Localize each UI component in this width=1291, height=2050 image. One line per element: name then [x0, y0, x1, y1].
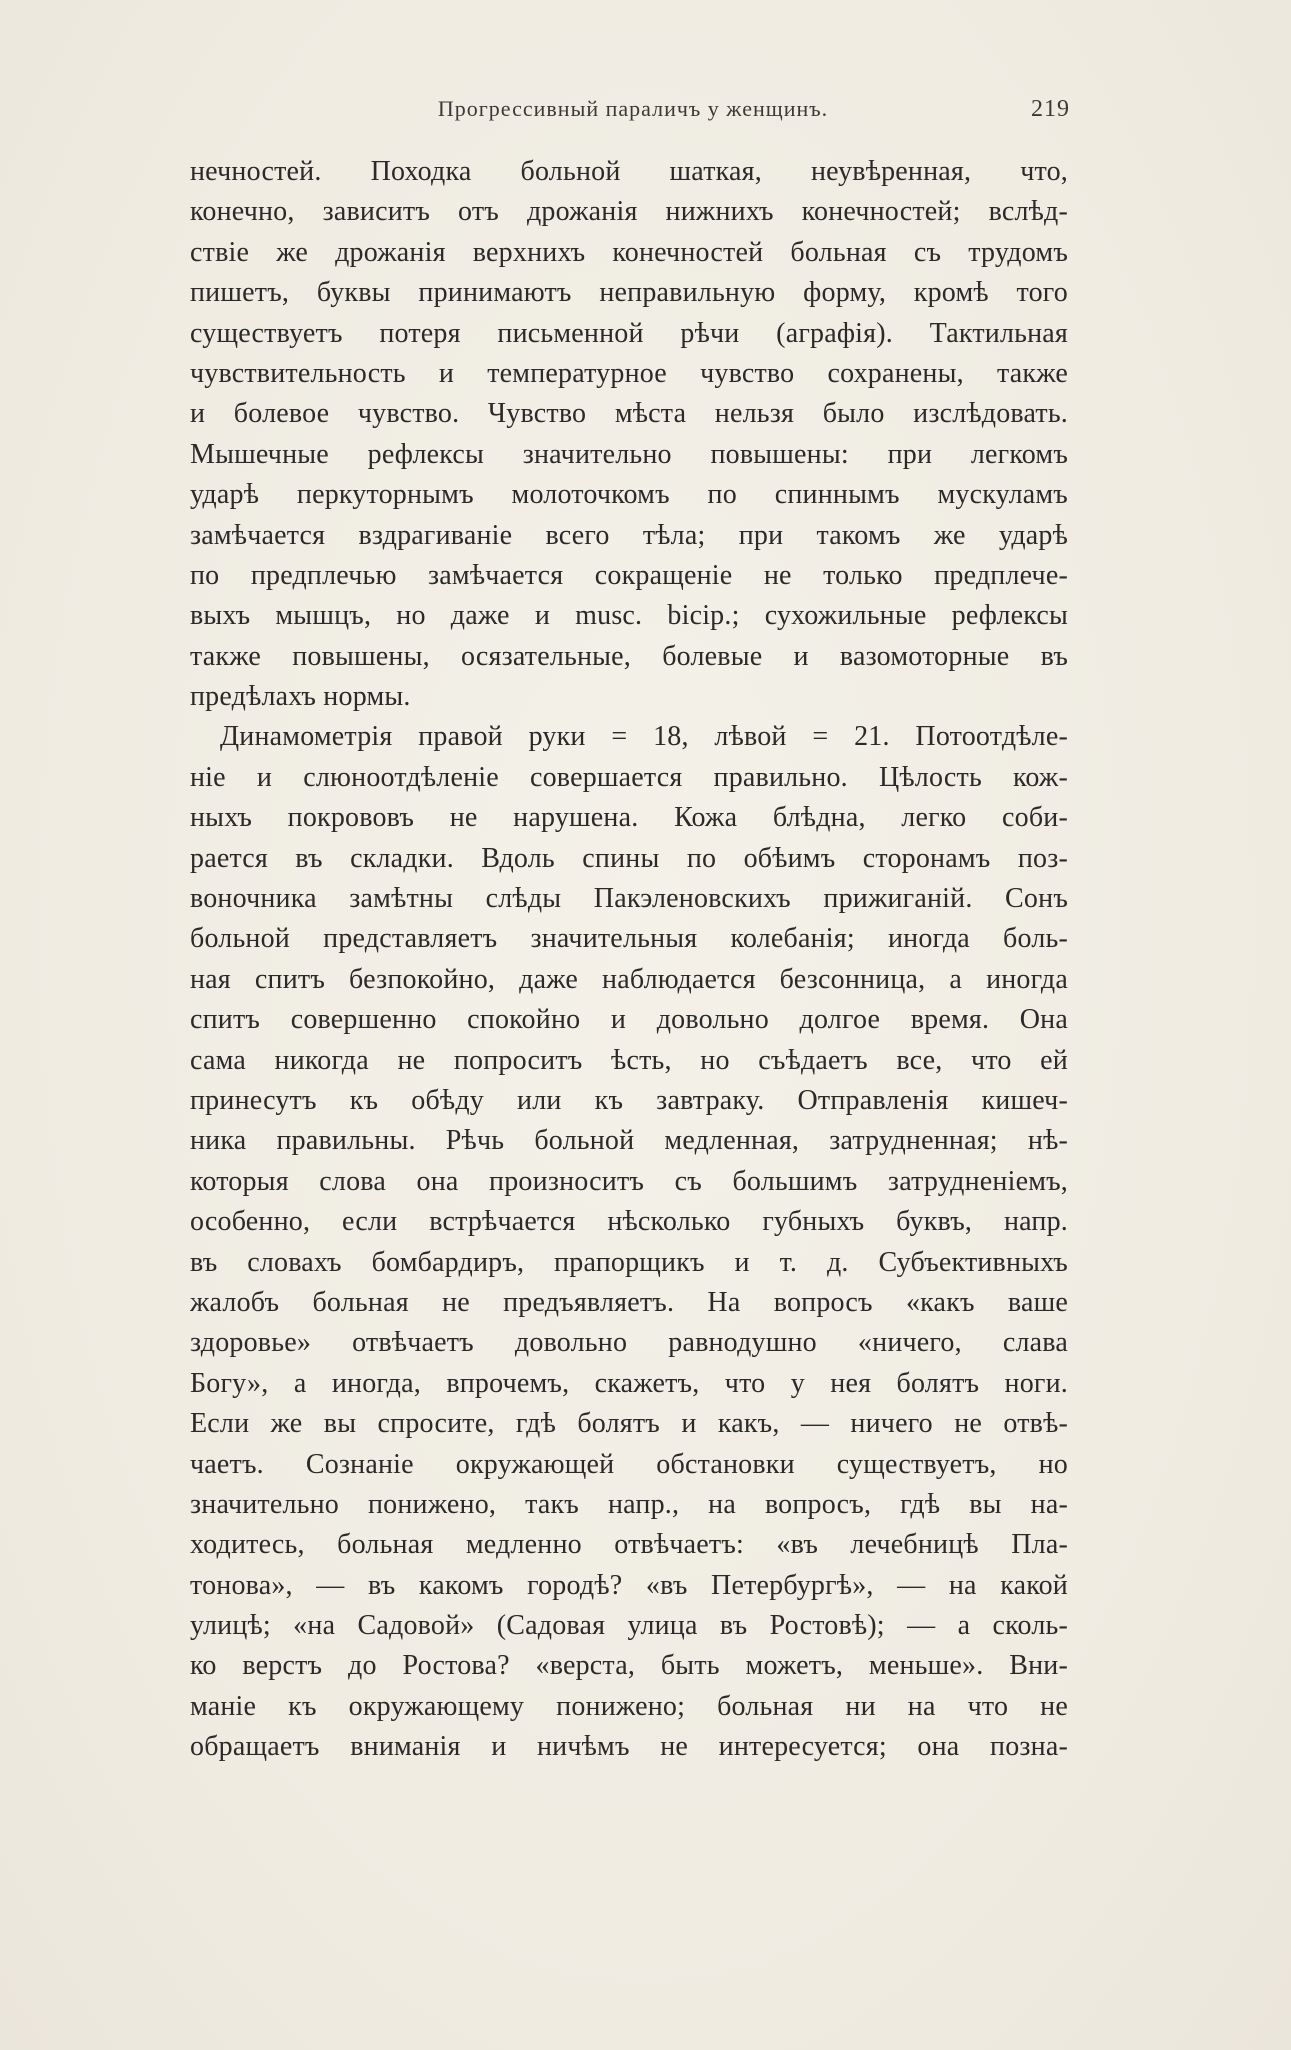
text-line: особенно, если встрѣчается нѣсколько губныхъ буквъ, напр.: [190, 1206, 1068, 1238]
text-line: улицѣ; «на Садовой» (Садовая улица въ Ростовѣ); — а сколь-: [190, 1610, 1068, 1642]
text-line: и болевое чувство. Чувство мѣста нельзя было изслѣдовать.: [190, 398, 1068, 430]
text-line: Богу», а иногда, впрочемъ, скажетъ, что у нея болятъ ноги.: [190, 1367, 1068, 1399]
text-line: пишетъ, буквы принимаютъ неправильную форму, кромѣ того: [190, 277, 1068, 309]
text-line: конечно, зависитъ отъ дрожанія нижнихъ конечностей; вслѣд-: [190, 196, 1068, 228]
text-line: Мышечные рефлексы значительно повышены: при легкомъ: [190, 438, 1068, 470]
text-line: спитъ совершенно спокойно и довольно долгое время. Она: [190, 1004, 1068, 1036]
paragraph-start-line: Динамометрія правой руки = 18, лѣвой = 21. Потоотдѣле-: [220, 721, 1068, 753]
text-line: также повышены, осязательные, болевые и вазомоторные въ: [190, 640, 1068, 672]
text-line: сама никогда не попроситъ ѣсть, но съѣдаетъ все, что ей: [190, 1044, 1068, 1076]
text-line: выхъ мышцъ, но даже и musc. bicip.; сухожильные рефлексы: [190, 600, 1068, 632]
text-line: существуетъ потеря письменной рѣчи (аграфія). Тактильная: [190, 317, 1068, 349]
text-line: замѣчается вздрагиваніе всего тѣла; при такомъ же ударѣ: [190, 519, 1068, 551]
text-line: по предплечью замѣчается сокращеніе не только предплече-: [190, 559, 1068, 591]
text-line: значительно понижено, такъ напр., на вопросъ, гдѣ вы на-: [190, 1488, 1068, 1520]
text-line: ко верстъ до Ростова? «верста, быть можетъ, меньше». Вни-: [190, 1650, 1068, 1682]
text-line: чувствительность и температурное чувство сохранены, также: [190, 357, 1068, 389]
text-line: здоровье» отвѣчаетъ довольно равнодушно «ничего, слава: [190, 1327, 1068, 1359]
text-line: которыя слова она произноситъ съ большимъ затрудненіемъ,: [190, 1165, 1068, 1197]
running-head: [196, 96, 1070, 130]
text-line: рается въ складки. Вдоль спины по обѣимъ сторонамъ поз-: [190, 842, 1068, 874]
text-line: ника правильны. Рѣчь больной медленная, затрудненная; нѣ-: [190, 1125, 1068, 1157]
text-line: принесутъ къ обѣду или къ завтраку. Отправленія кишеч-: [190, 1084, 1068, 1116]
paragraph-end-line: предѣлахъ нормы.: [190, 681, 411, 713]
text-line: маніе къ окружающему понижено; больная ни на что не: [190, 1690, 1068, 1722]
body-text: [190, 152, 1068, 1768]
text-line: воночника замѣтны слѣды Пакэленовскихъ прижиганій. Сонъ: [190, 883, 1068, 915]
text-line: Если же вы спросите, гдѣ болятъ и какъ, — ничего не отвѣ-: [190, 1408, 1068, 1440]
text-line: ударѣ перкуторнымъ молоточкомъ по спиннымъ мускуламъ: [190, 479, 1068, 511]
text-line: нечностей. Походка больной шаткая, неувѣренная, что,: [190, 156, 1068, 187]
text-line: тонова», — въ какомъ городѣ? «въ Петербургѣ», — на какой: [190, 1569, 1068, 1601]
text-line: въ словахъ бомбардиръ, прапорщикъ и т. д. Субъективныхъ: [190, 1246, 1068, 1278]
page-number: 219: [1031, 96, 1070, 122]
text-line: обращаетъ вниманія и ничѣмъ не интересуется; она позна-: [190, 1731, 1068, 1763]
text-line: ніе и слюноотдѣленіе совершается правильно. Цѣлость кож-: [190, 761, 1068, 793]
text-line: ныхъ покрововъ не нарушена. Кожа блѣдна, легко соби-: [190, 802, 1068, 834]
text-line: больной представляетъ значительныя колебанія; иногда боль-: [190, 923, 1068, 955]
running-title: Прогрессивный параличъ у женщинъ.: [437, 96, 829, 121]
text-line: ствіе же дрожанія верхнихъ конечностей больная съ трудомъ: [190, 236, 1068, 268]
text-line: ходитесь, больная медленно отвѣчаетъ: «въ лечебницѣ Пла-: [190, 1529, 1068, 1561]
text-line: жалобъ больная не предъявляетъ. На вопросъ «какъ ваше: [190, 1286, 1068, 1318]
text-line: ная спитъ безпокойно, даже наблюдается безсонница, а иногда: [190, 963, 1068, 995]
text-line: чаетъ. Сознаніе окружающей обстановки существуетъ, но: [190, 1448, 1068, 1480]
